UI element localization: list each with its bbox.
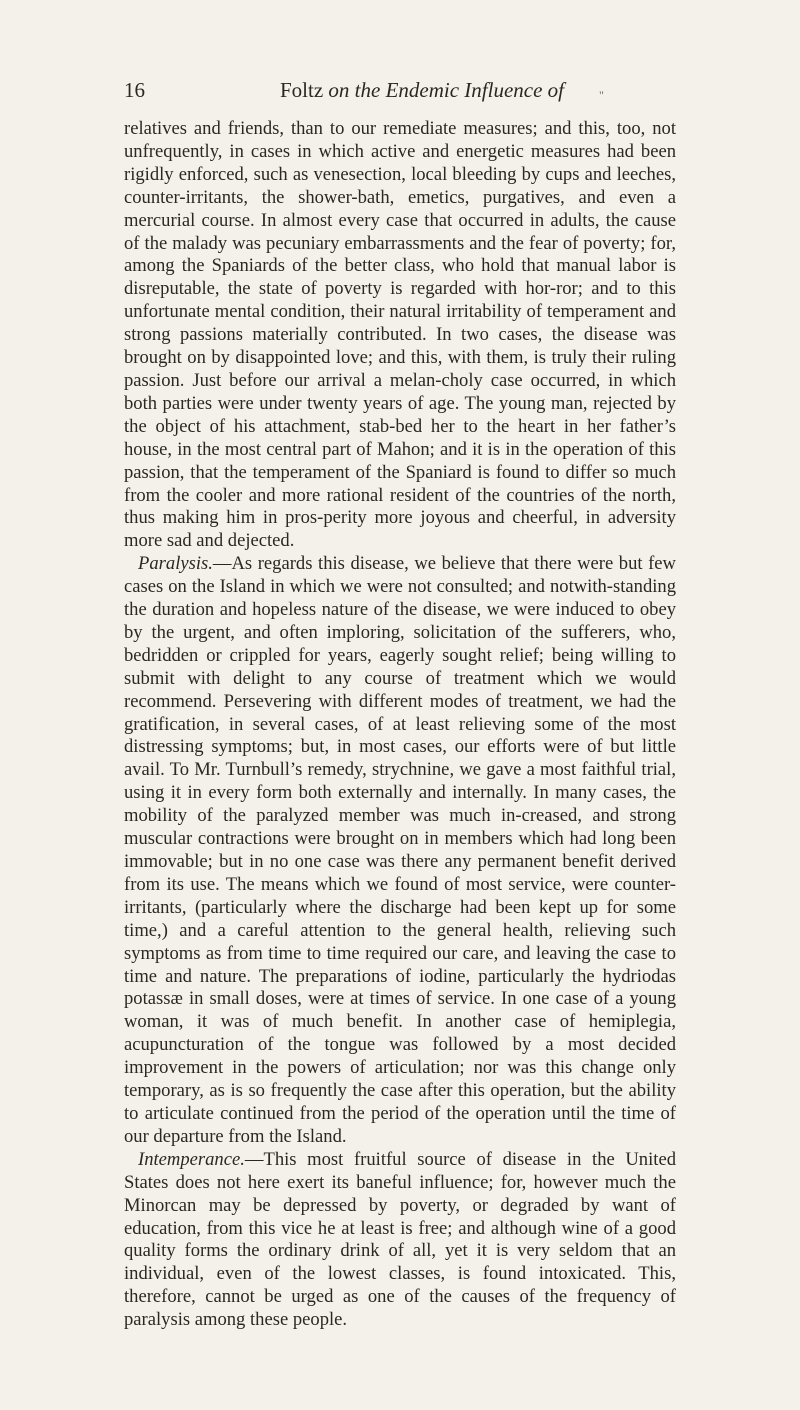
paragraph-paralysis bbox=[124, 553, 676, 1149]
paragraph-heading: Paralysis. bbox=[138, 553, 213, 575]
paragraph-text: —This most fruitful source of disease in the United States does not here exert its baneful influence; for, however much the Minorcan may be depressed by poverty, or degraded by want of education, from this vice he at least is free; and although wine of a good quality forms the ordinary drink of all, yet it is very seldom that an individual, even of the lowest classes, is found intoxicated. This, therefore, cannot be urged as one of the causes of the frequency of paralysis among these people. bbox=[124, 1148, 676, 1331]
paragraph-text: relatives and friends, than to our remediate measures; and this, too, not unfrequently, in cases in which active and energetic measures had been rigidly enforced, such as venesection, local bleeding by cups and leeches, counter-irritants, the shower-bath, emetics, purgatives, and even a mercurial course. In almost every case that occurred in adults, the cause of the malady was pecuniary embarrassments and the fear of poverty; for, among the Spaniards of the better class, who hold that manual labor is disreputable, the state of poverty is regarded with hor-ror; and to this unfortunate mental condition, their natural irritability of temperament and strong passions materially contributed. In two cases, the disease was brought on by disappointed love; and this, with them, is truly their ruling passion. Just before our arrival a melan-choly case occurred, in which both parties were under twenty years of age. The young man, rejected by the object of his attachment, stab-bed her to the heart in her father’s house, in the most central part of Mahon; and it is in the operation of this passion, that the temperament of the Spaniard is found to differ so much from the cooler and more rational resident of the countries of the north, thus making him in pros-perity more joyous and cheerful, in adversity more sad and dejected. bbox=[124, 118, 676, 552]
paragraph-intemperance bbox=[124, 1149, 676, 1332]
paragraph-text: —As regards this disease, we believe that there were but few cases on the Island in which we were not consulted; and notwith-standing the duration and hopeless nature of the disease, we were induced to obey by the urgent, and often imploring, solicitation of the sufferers, who, bedridden or crippled for years, eagerly sought relief; being willing to submit with delight to any course of treatment which we would recommend. Persevering with different modes of treatment, we had the gratification, in several cases, of at least relieving some of the most distressing symptoms; but, in most cases, our efforts were of but little avail. To Mr. Turnbull’s remedy, strychnine, we gave a most faithful trial, using it in every form both externally and internally. In many cases, the mobility of the paralyzed member was much in-creased, and strong muscular contractions were brought on in members which had long been immovable; but in no one case was there any permanent benefit derived from its use. The means which we found of most service, were counter-irritants, (particularly where the discharge had been kept up for some time,) and a careful attention to the general health, relieving such symptoms as from time to time required our care, and leaving the case to time and nature. The preparations of iodine, particularly the hydriodas potassæ in small doses, were at times of service. In one case of a young woman, it was of much benefit. In another case of hemiplegia, acupuncturation of the tongue was followed by a most decided improvement in the powers of articulation; nor was this change only temporary, as is so frequently the case after this operation, but the ability to articulate continued from the period of the operation until the time of our departure from the Island. bbox=[124, 553, 676, 1147]
running-title-author: Foltz bbox=[280, 78, 329, 102]
paragraph-heading: Intemperance. bbox=[138, 1148, 245, 1170]
running-title bbox=[280, 78, 564, 103]
running-title-subject: on the Endemic Influence of bbox=[328, 78, 565, 102]
paragraph-continuation bbox=[124, 118, 676, 553]
printer-mark: " bbox=[599, 88, 604, 102]
page-header bbox=[124, 78, 674, 108]
page-number: 16 bbox=[124, 78, 145, 102]
body-text bbox=[124, 118, 676, 1332]
